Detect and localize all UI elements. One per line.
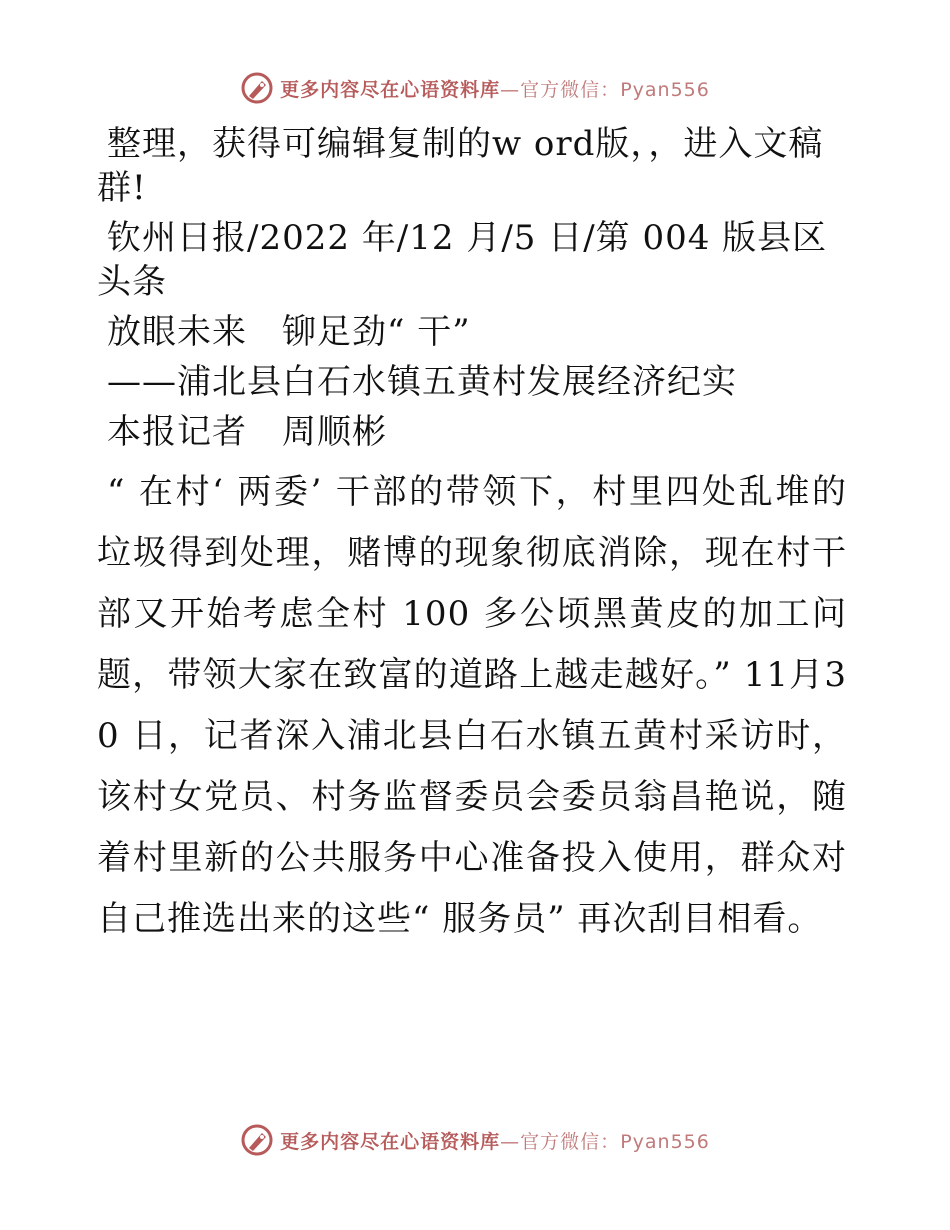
watermark-wechat-label: 官方微信： [520,78,621,101]
watermark-dash: — [500,78,521,101]
watermark-site: 更多内容尽在心语资料库 [280,1130,501,1153]
intro-text: 整理，获得可编辑复制的w ord版，，进入文稿群! [97,124,824,208]
document-body [97,122,847,956]
body-paragraph: “ 在村‘ 两委’ 干部的带领下，村里四处乱堆的垃圾得到处理，赌博的现象彻底消除，现在村干部又开始考虑全村 100 多公顷黑黄皮的加工问题，带领大家在致富的道路上越走越好。” 11月30 日，记者深入浦北县白石水镇五黄村采访时，该村女党员、村务监督委员会委员翁昌艳说，随着村里新的公共服务中心准备投入使用，群众对自己推选出来的这些“ 服务员” 再次刮目相看。 [97,472,847,939]
footer-watermark [0,1120,950,1160]
watermark-site: 更多内容尽在心语资料库 [280,78,501,101]
watermark-wechat-label: 官方微信： [520,1130,621,1153]
watermark-dash: — [500,1130,521,1153]
article-title: 放眼未来 铆足劲“ 干” [107,312,471,352]
source-line: 钦州日报/2022 年/12 月/5 日/第 004 版县区头条 [97,218,828,302]
byline: 本报记者 周顺彬 [107,412,387,452]
pen-nib-logo-icon [240,1123,274,1157]
watermark-wechat-id: Pyan556 [620,1130,710,1153]
pen-nib-logo-icon [240,71,274,105]
watermark-wechat-id: Pyan556 [620,78,710,101]
header-watermark [0,68,950,108]
article-subtitle: ——浦北县白石水镇五黄村发展经济纪实 [107,362,737,402]
